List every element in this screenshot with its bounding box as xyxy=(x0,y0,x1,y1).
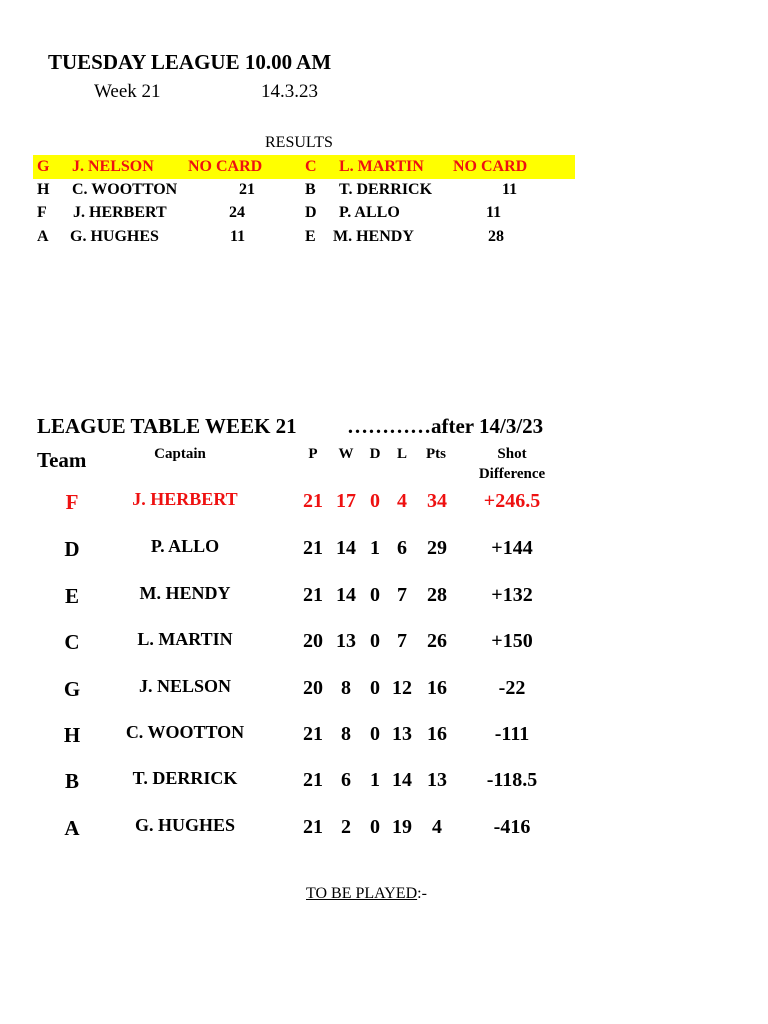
date-label: 14.3.23 xyxy=(261,81,318,102)
result-left-captain: C. WOOTTON xyxy=(72,181,178,198)
result-left-captain: J. NELSON xyxy=(72,158,154,175)
row-team: F xyxy=(65,490,79,514)
row-played: 21 xyxy=(303,537,323,559)
result-left-team: A xyxy=(37,228,49,245)
row-shot-difference: -111 xyxy=(494,723,530,745)
row-won: 8 xyxy=(341,723,351,745)
row-points: 4 xyxy=(432,816,442,838)
row-played: 21 xyxy=(303,723,323,745)
to-be-played-heading xyxy=(306,885,427,903)
row-points: 13 xyxy=(427,769,447,791)
col-header-d: D xyxy=(369,446,381,462)
col-header-team: Team xyxy=(37,448,87,472)
result-right-captain: M. HENDY xyxy=(333,228,414,245)
row-drawn: 0 xyxy=(370,723,380,745)
row-lost: 7 xyxy=(397,630,407,652)
table-row xyxy=(0,584,768,614)
table-row xyxy=(0,630,768,660)
row-team: D xyxy=(64,537,80,561)
table-row xyxy=(0,537,768,567)
result-left-score: 11 xyxy=(230,228,246,245)
page-title: TUESDAY LEAGUE 10.00 AM xyxy=(48,50,332,74)
result-left-score: 24 xyxy=(229,204,245,221)
row-drawn: 0 xyxy=(370,630,380,652)
result-row xyxy=(0,158,768,180)
result-row xyxy=(0,204,768,226)
row-won: 8 xyxy=(341,677,351,699)
row-team: G xyxy=(63,677,81,701)
result-right-score: 28 xyxy=(488,228,504,245)
row-drawn: 0 xyxy=(370,677,380,699)
col-header-difference: Difference xyxy=(478,466,546,482)
result-right-team: D xyxy=(305,204,317,221)
result-right-team: B xyxy=(305,181,316,198)
row-points: 16 xyxy=(427,723,447,745)
row-lost: 12 xyxy=(392,677,412,699)
league-table-title: LEAGUE TABLE WEEK 21 xyxy=(37,414,297,438)
row-played: 20 xyxy=(303,630,323,652)
row-captain: M. HENDY xyxy=(139,583,231,603)
row-captain: L. MARTIN xyxy=(137,629,233,649)
row-played: 20 xyxy=(303,677,323,699)
results-heading: RESULTS xyxy=(265,134,333,151)
row-won: 17 xyxy=(336,490,356,512)
row-won: 14 xyxy=(336,537,356,559)
result-right-team: E xyxy=(305,228,316,245)
row-captain: J. NELSON xyxy=(138,676,232,696)
to-be-played-suffix: :- xyxy=(417,885,427,902)
result-left-score: 21 xyxy=(239,181,255,198)
result-row xyxy=(0,228,768,250)
row-won: 2 xyxy=(341,816,351,838)
result-left-team: H xyxy=(37,181,50,198)
row-points: 26 xyxy=(427,630,447,652)
row-points: 16 xyxy=(427,677,447,699)
row-captain: J. HERBERT xyxy=(132,489,238,509)
row-shot-difference: +132 xyxy=(491,584,533,606)
result-left-team: F xyxy=(37,204,47,221)
result-left-captain: G. HUGHES xyxy=(70,228,159,245)
row-drawn: 1 xyxy=(370,537,380,559)
row-lost: 6 xyxy=(397,537,407,559)
col-header-p: P xyxy=(308,446,318,462)
table-row xyxy=(0,723,768,753)
table-row xyxy=(0,490,768,520)
row-won: 14 xyxy=(336,584,356,606)
row-won: 6 xyxy=(341,769,351,791)
row-lost: 19 xyxy=(392,816,412,838)
row-points: 29 xyxy=(427,537,447,559)
row-lost: 14 xyxy=(392,769,412,791)
row-team: A xyxy=(64,816,80,840)
row-lost: 13 xyxy=(392,723,412,745)
row-shot-difference: +144 xyxy=(491,537,533,559)
row-points: 34 xyxy=(427,490,447,512)
week-label: Week 21 xyxy=(94,81,161,102)
row-shot-difference: -118.5 xyxy=(486,769,538,791)
result-right-team: C xyxy=(305,158,317,175)
league-table-after: …………after 14/3/23 xyxy=(347,414,544,438)
row-played: 21 xyxy=(303,816,323,838)
result-right-score: 11 xyxy=(486,204,502,221)
result-right-captain: T. DERRICK xyxy=(339,181,433,198)
row-team: E xyxy=(64,584,79,608)
row-shot-difference: +246.5 xyxy=(483,490,541,512)
row-played: 21 xyxy=(303,584,323,606)
row-shot-difference: -416 xyxy=(493,816,531,838)
table-row xyxy=(0,677,768,707)
row-captain: C. WOOTTON xyxy=(125,722,245,742)
to-be-played-label: TO BE PLAYED xyxy=(306,885,418,902)
row-captain: G. HUGHES xyxy=(134,815,236,835)
row-drawn: 1 xyxy=(370,769,380,791)
row-shot-difference: +150 xyxy=(491,630,533,652)
row-captain: P. ALLO xyxy=(150,536,220,556)
table-row xyxy=(0,816,768,846)
row-team: H xyxy=(63,723,81,747)
col-header-shot: Shot xyxy=(497,446,527,462)
row-won: 13 xyxy=(336,630,356,652)
row-played: 21 xyxy=(303,769,323,791)
row-lost: 4 xyxy=(397,490,407,512)
result-right-score: 11 xyxy=(502,181,518,198)
result-right-score: NO CARD xyxy=(453,158,528,175)
result-row xyxy=(0,181,768,203)
col-header-w: W xyxy=(338,446,354,462)
col-header-pts: Pts xyxy=(426,446,446,462)
result-left-team: G xyxy=(37,158,50,175)
row-drawn: 0 xyxy=(370,490,380,512)
result-right-captain: P. ALLO xyxy=(339,204,400,221)
row-shot-difference: -22 xyxy=(498,677,526,699)
result-right-captain: L. MARTIN xyxy=(339,158,424,175)
table-row xyxy=(0,769,768,799)
row-captain: T. DERRICK xyxy=(132,768,238,788)
row-points: 28 xyxy=(427,584,447,606)
row-played: 21 xyxy=(303,490,323,512)
col-header-l: L xyxy=(396,446,407,462)
row-team: C xyxy=(64,630,80,654)
result-left-captain: J. HERBERT xyxy=(73,204,167,221)
row-drawn: 0 xyxy=(370,584,380,606)
result-left-score: NO CARD xyxy=(188,158,263,175)
row-team: B xyxy=(64,769,79,793)
row-drawn: 0 xyxy=(370,816,380,838)
col-header-captain: Captain xyxy=(154,446,206,462)
row-lost: 7 xyxy=(397,584,407,606)
